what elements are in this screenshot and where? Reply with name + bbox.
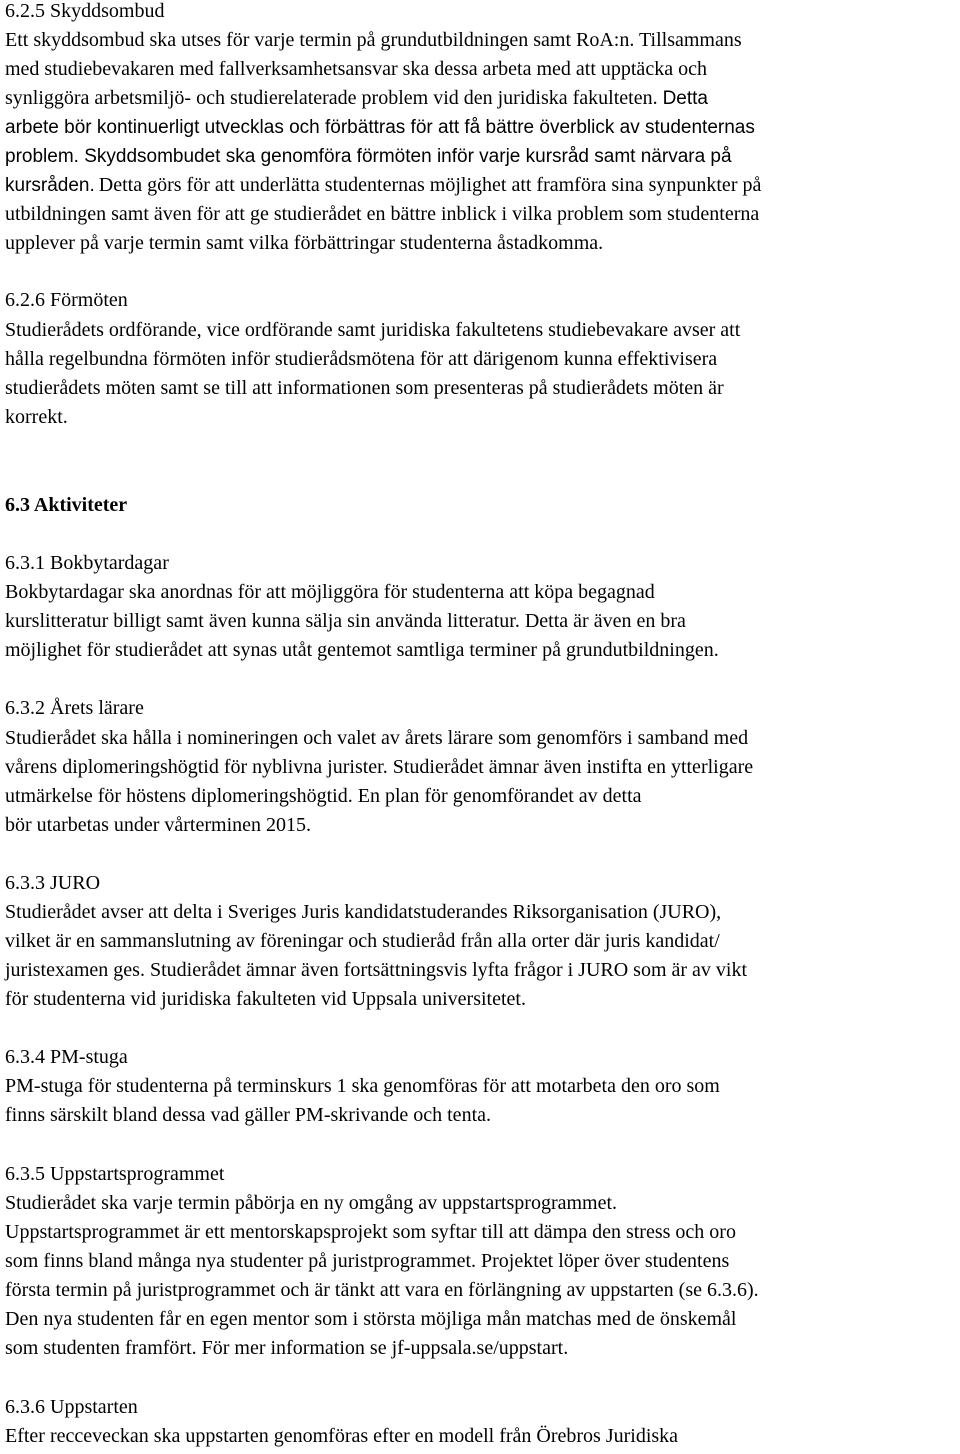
paragraph-line: korrekt. xyxy=(5,406,68,428)
paragraph-line: vilket är en sammanslutning av föreningar och studieråd från alla orter där juris kandidat/ xyxy=(5,930,720,952)
paragraph-line: Studierådet avser att delta i Sveriges Juris kandidatstuderandes Riksorganisation (JURO), xyxy=(5,901,722,923)
section-heading-6-3-3: 6.3.3 JURO xyxy=(5,872,101,894)
section-heading-6-2-5: 6.2.5 Skyddsombud xyxy=(5,0,165,22)
paragraph-line: arbete bör kontinuerligt utvecklas och förbättras för att få bättre överblick av studenternas xyxy=(5,117,755,138)
paragraph-line: upplever på varje termin samt vilka förbättringar studenterna åstadkomma. xyxy=(5,232,604,254)
paragraph-text-serif: synliggöra arbetsmiljö- och studierelaterade problem vid den juridiska fakulteten. xyxy=(5,87,658,109)
section-heading-6-3-6: 6.3.6 Uppstarten xyxy=(5,1396,138,1418)
paragraph-line: finns särskilt bland dessa vad gäller PM-skrivande och tenta. xyxy=(5,1104,491,1126)
paragraph-line: Bokbytardagar ska anordnas för att möjliggöra för studenterna att köpa begagnad xyxy=(5,581,655,603)
section-heading-6-3-1: 6.3.1 Bokbytardagar xyxy=(5,552,169,574)
paragraph-line: utbildningen samt även för att ge studierådet en bättre inblick i vilka problem som studenterna xyxy=(5,203,760,225)
paragraph-text-sans: Detta xyxy=(662,88,708,109)
paragraph-line: Efter recceveckan ska uppstarten genomföras efter en modell från Örebros Juridiska xyxy=(5,1425,679,1447)
paragraph-line: Studierådet ska varje termin påbörja en ny omgång av uppstartsprogrammet. xyxy=(5,1192,618,1214)
paragraph-line: första termin på juristprogrammet och är tänkt att vara en förlängning av uppstarten (se 6.3.6). xyxy=(5,1279,759,1301)
paragraph-line: problem. Skyddsombudet ska genomföra förmöten inför varje kursråd samt närvara på xyxy=(5,146,732,167)
section-heading-6-3: 6.3 Aktiviteter xyxy=(5,494,128,516)
paragraph-line xyxy=(5,84,708,113)
paragraph-line: kurslitteratur billigt samt även kunna sälja sin använda litteratur. Detta är även en bra xyxy=(5,610,686,632)
paragraph-line: möjlighet för studierådet att synas utåt gentemot samtliga terminer på grundutbildningen. xyxy=(5,639,719,661)
paragraph-text-sans: kursråden. xyxy=(5,175,95,196)
paragraph-line: juristexamen ges. Studierådet ämnar även fortsättningsvis lyfta frågor i JURO som är av vikt xyxy=(5,959,748,981)
paragraph-line: Studierådet ska hålla i nomineringen och valet av årets lärare som genomförs i samband med xyxy=(5,727,749,749)
paragraph-line: som finns bland många nya studenter på juristprogrammet. Projektet löper över studentens xyxy=(5,1250,730,1272)
paragraph-line: PM-stuga för studenterna på terminskurs 1 ska genomföras för att motarbeta den oro som xyxy=(5,1075,720,1097)
paragraph-line: vårens diplomeringshögtid för nyblivna jurister. Studierådet ämnar även instifta en ytterligare xyxy=(5,756,754,778)
paragraph-line: hålla regelbundna förmöten inför studierådsmötena för att därigenom kunna effektivisera xyxy=(5,348,718,370)
paragraph-text-serif: Detta görs för att underlätta studenternas möjlighet att framföra sina synpunkter på xyxy=(98,174,762,196)
paragraph-line: Ett skyddsombud ska utses för varje termin på grundutbildningen samt RoA:n. Tillsammans xyxy=(5,29,742,51)
paragraph-line: Den nya studenten får en egen mentor som i största möjliga mån matchas med de önskemål xyxy=(5,1308,737,1330)
section-heading-6-3-2: 6.3.2 Årets lärare xyxy=(5,697,144,719)
paragraph-line: som studenten framfört. För mer information se jf-uppsala.se/uppstart. xyxy=(5,1337,569,1359)
paragraph-line: med studiebevakaren med fallverksamhetsansvar ska dessa arbeta med att upptäcka och xyxy=(5,58,707,80)
paragraph-line: Studierådets ordförande, vice ordförande samt juridiska fakultetens studiebevakare avser att xyxy=(5,319,741,341)
section-heading-6-2-6: 6.2.6 Förmöten xyxy=(5,289,128,311)
section-heading-6-3-4: 6.3.4 PM-stuga xyxy=(5,1046,128,1068)
paragraph-line: utmärkelse för höstens diplomeringshögtid. En plan för genomförandet av detta xyxy=(5,785,642,807)
paragraph-line: Uppstartsprogrammet är ett mentorskapsprojekt som syftar till att dämpa den stress och oro xyxy=(5,1221,736,1243)
paragraph-line: för studenterna vid juridiska fakulteten vid Uppsala universitetet. xyxy=(5,988,526,1010)
paragraph-line xyxy=(5,171,761,200)
paragraph-line: bör utarbetas under vårterminen 2015. xyxy=(5,814,312,836)
paragraph-line: studierådets möten samt se till att informationen som presenteras på studierådets möten är xyxy=(5,377,724,399)
section-heading-6-3-5: 6.3.5 Uppstartsprogrammet xyxy=(5,1163,225,1185)
